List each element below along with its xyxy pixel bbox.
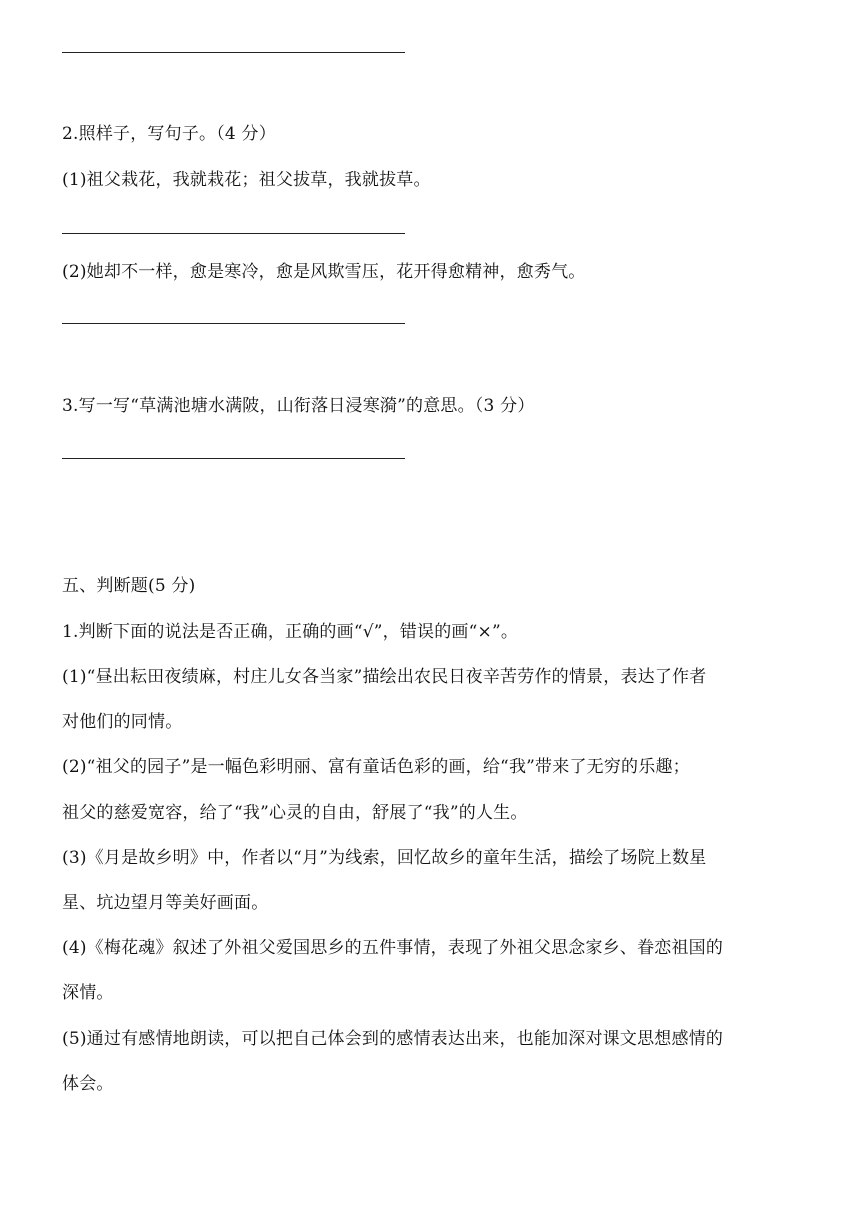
question-2-prompt: 2.照样子，写句子。（4 分） bbox=[62, 124, 276, 144]
question-3-prompt: 3.写一写“草满池塘水满陂，山衔落日浸寒漪”的意思。（3 分） bbox=[62, 396, 535, 416]
answer-line bbox=[62, 458, 405, 459]
judgement-item-3: (3)《月是故乡明》中，作者以“月”为线索，回忆故乡的童年生活，描绘了场院上数星 bbox=[62, 848, 707, 868]
judgement-item-4: (4)《梅花魂》叙述了外祖父爱国思乡的五件事情，表现了外祖父思念家乡、眷恋祖国的 bbox=[62, 938, 724, 958]
answer-line bbox=[62, 323, 405, 324]
judgement-item-2: (2)“祖父的园子”是一幅色彩明丽、富有童话色彩的画，给“我”带来了无穷的乐趣； bbox=[62, 757, 690, 777]
answer-line bbox=[62, 233, 405, 234]
question-2-item-2: (2)她却不一样，愈是寒冷，愈是风欺雪压，花开得愈精神，愈秀气。 bbox=[62, 262, 586, 282]
judgement-question-prompt: 1.判断下面的说法是否正确，正确的画“√”，错误的画“×”。 bbox=[62, 622, 519, 642]
judgement-item-1-cont: 对他们的同情。 bbox=[62, 712, 183, 732]
answer-line bbox=[62, 52, 405, 53]
question-2-item-1: (1)祖父栽花，我就栽花；祖父拔草，我就拔草。 bbox=[62, 170, 431, 190]
judgement-item-1: (1)“昼出耘田夜绩麻，村庄儿女各当家”描绘出农民日夜辛苦劳作的情景，表达了作者 bbox=[62, 667, 707, 687]
section-5-heading: 五、判断题(5 分) bbox=[62, 576, 196, 596]
judgement-item-5: (5)通过有感情地朗读，可以把自己体会到的感情表达出来，也能加深对课文思想感情的 bbox=[62, 1029, 724, 1049]
judgement-item-2-cont: 祖父的慈爱宽容，给了“我”心灵的自由，舒展了“我”的人生。 bbox=[62, 803, 528, 823]
judgement-item-4-cont: 深情。 bbox=[62, 983, 114, 1003]
judgement-item-5-cont: 体会。 bbox=[62, 1074, 114, 1094]
judgement-item-3-cont: 星、坑边望月等美好画面。 bbox=[62, 893, 269, 913]
